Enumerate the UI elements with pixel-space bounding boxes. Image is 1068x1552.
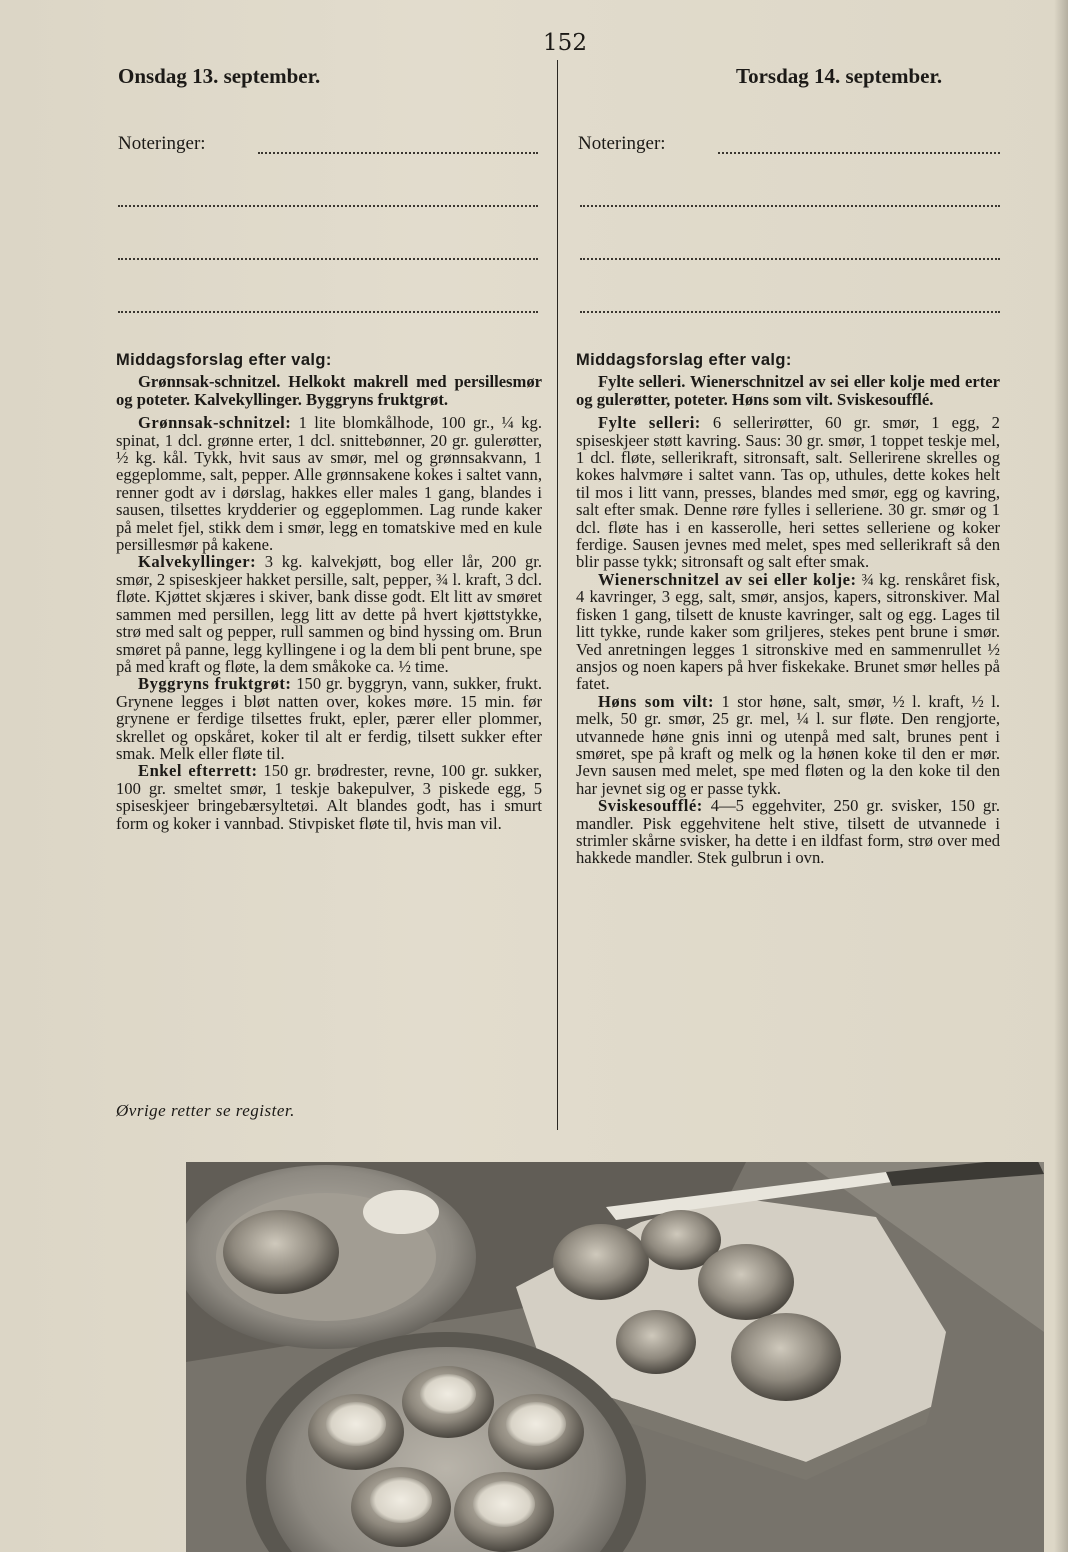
page-edge-shadow [1054, 0, 1068, 1552]
recipe-name: Sviskesoufflé: [598, 796, 703, 816]
fish-cake [616, 1310, 696, 1374]
page-number: 152 [543, 30, 587, 56]
sauce-dish [363, 1190, 439, 1234]
recipe-kalvekyllinger [116, 553, 542, 675]
recipe-name: Fylte selleri: [598, 413, 701, 433]
food-photograph [186, 1162, 1044, 1552]
recipe-text: 4—5 eggehviter, 250 gr. svisker, 150 gr. mandler. Pisk eggehvitene helt stive, tilsett de utvannede i strimler skårne svisker, ha dette i en ildfast form, strø over med hakkede mandler. Stek gulbrun i ovn. [576, 796, 1000, 868]
recipe-byggryns-fruktgrot [116, 675, 542, 762]
menu-heading-right: Middagsforslag efter valg: [576, 351, 792, 369]
recipe-name: Enkel efterrett: [138, 761, 258, 781]
recipe-name: Grønnsak-schnitzel: [138, 413, 292, 433]
recipe-name: Wienerschnitzel av sei eller kolje: [598, 569, 857, 589]
lemon-slice [326, 1402, 386, 1446]
lemon-slice [473, 1481, 535, 1527]
recipe-name: Høns som vilt: [598, 691, 714, 711]
register-footnote: Øvrige retter se register. [116, 1101, 295, 1120]
notes-dotline-right-1 [718, 152, 1000, 154]
recipe-sviskesouffle [576, 797, 1000, 867]
notes-dotline-left-4 [118, 311, 538, 313]
notes-label-right: Noteringer: [578, 133, 666, 154]
recipe-text: ¾ kg. renskåret fisk, 4 kavringer, 3 egg, salt, smør, ansjos, kapers, sitronskiver. Mal fisken 1 gang, tilsett de knuste kavringer, salt og egg. Lages til litt tykke, runde kaker som griljeres, stekes pent brune i smør. Ved anretningen legges 1 sitronskive med en sammenrullet ½ ansjos og noen kapers på hver fiskekake. Brunet smør helles på fatet. [576, 569, 1000, 694]
notes-dotline-right-4 [580, 311, 1000, 313]
menu-summary-left: Grønnsak-schnitzel. Helkokt makrell med persillesmør og poteter. Kalvekyllinger. Byggryns fruktgrøt. [116, 372, 542, 409]
menu-summary-right: Fylte selleri. Wienerschnitzel av sei eller kolje med erter og gulerøtter, poteter. Høns som vilt. Sviskesoufflé. [576, 372, 1000, 409]
recipe-fylte-selleri [576, 414, 1000, 571]
fish-cake [698, 1244, 794, 1320]
column-divider [557, 60, 558, 1130]
left-column [116, 352, 542, 832]
recipe-wienerschnitzel [576, 571, 1000, 693]
day-heading-thursday: Torsdag 14. september. [736, 64, 943, 88]
fish-cake [553, 1224, 649, 1300]
lemon-slice [420, 1374, 476, 1414]
notes-label-left: Noteringer: [118, 133, 206, 154]
food-photo-illustration [186, 1162, 1044, 1552]
recipe-text: 3 kg. kalvekjøtt, bog eller lår, 200 gr. smør, 2 spiseskjeer hakket persille, salt, pepper, ¾ l. kraft, 3 dcl. fløte. Kjøttet skjæres i skiver, bank disse godt. Elt litt av smøret sammen med persillen, legg litt av dette på hvert kjøttstykke, strø med salt og pepper, rull sammen og bind hyssing om. Brun smøret på panne, legg kyllingene i og la dem bli pent brune, spe på med kraft og fløte, la dem småkoke ca. ½ time. [116, 552, 542, 676]
recipe-hons-som-vilt [576, 693, 1000, 797]
fish-cake [223, 1210, 339, 1294]
recipe-name: Kalvekyllinger: [138, 552, 257, 572]
recipe-name: Byggryns fruktgrøt: [138, 674, 292, 694]
recipe-text: 1 lite blomkålhode, 100 gr., ¼ kg. spinat, 1 dcl. grønne erter, 1 dcl. snittebønner, 20 gr. gulerøtter, ½ kg. kål. Tykk, hvit saus av smør, mel og grønnsakvann, 1 eggeplomme, salt, pepper. Alle grønnsakene kokes i saltet vann, renner godt av i dørslag, hakkes eller males 1 gang, blandes i sausen, tilsettes krydderier og eggeplommen. Lag runde kaker på melet fjel, stikk dem i smør, legg en tomatskive med en kule persillesmør på kakene. [116, 413, 543, 555]
recipe-gronnsak-schnitzel [116, 414, 542, 553]
notes-dotline-left-2 [118, 205, 538, 207]
day-heading-wednesday: Onsdag 13. september. [118, 64, 321, 88]
recipe-text: 150 gr. brødrester, revne, 100 gr. sukker, 100 gr. smeltet smør, 1 teskje bakepulver, 3 piskede egg, 5 spiseskjeer bringebærsyltetøi. Alt blandes godt, has i smurt form og koker i vannbad. Stivpisket fløte til, hvis man vil. [116, 761, 542, 833]
recipe-text: 6 sellerirøtter, 60 gr. smør, 1 egg, 2 spiseskjeer støtt kavring. Saus: 30 gr. smør, 1 toppet teskje mel, 1 dcl. fløte, sellerikraft, sitronsaft, salt. Sellerirene skrelles og kokes halvmøre i saltet vann. Tas op, uthules, dette kokes helt til mos i litt vann, presses, blandes med smør, egg og kavring, salt efter smak. Denne røre fylles i selleriene. 30 gr. smør og 1 dcl. fløte has i en kasserolle, heri settes selleriene og koker ferdige. Sausen jevnes med melet, spes med sellerikraft så den blir passe tykk; sitronsaft og salt efter smak. [576, 413, 1000, 572]
notes-dotline-left-3 [118, 258, 538, 260]
right-column [576, 352, 1000, 867]
recipe-text: 150 gr. byggryn, vann, sukker, frukt. Grynene legges i bløt natten over, kokes møre. 15 min. før grynene er ferdige tilsettes frukt, epler, pærer eller plommer, skrellet og opskåret, koker til alt er ferdig, tilsett sukker efter smak. Melk eller fløte til. [116, 674, 542, 763]
fish-cake [731, 1313, 841, 1401]
notes-dotline-right-3 [580, 258, 1000, 260]
lemon-slice [370, 1477, 432, 1523]
lemon-slice [506, 1402, 566, 1446]
recipe-text: 1 stor høne, salt, smør, ½ l. kraft, ½ l. melk, 50 gr. smør, 25 gr. mel, ¼ l. sur fløte. Den rengjorte, utvannede høne gnis inni og utenpå med salt, brunes pent i smøret, spe på kraft og melk og la hønen koke til den er mør. Jevn sausen med melet, spe med fløten og la den koke til den har jevnet sig og er passe tykk. [576, 691, 1000, 798]
notes-dotline-left-1 [258, 152, 538, 154]
recipe-enkel-efterrett [116, 762, 542, 832]
notes-dotline-right-2 [580, 205, 1000, 207]
menu-heading-left: Middagsforslag efter valg: [116, 351, 332, 369]
